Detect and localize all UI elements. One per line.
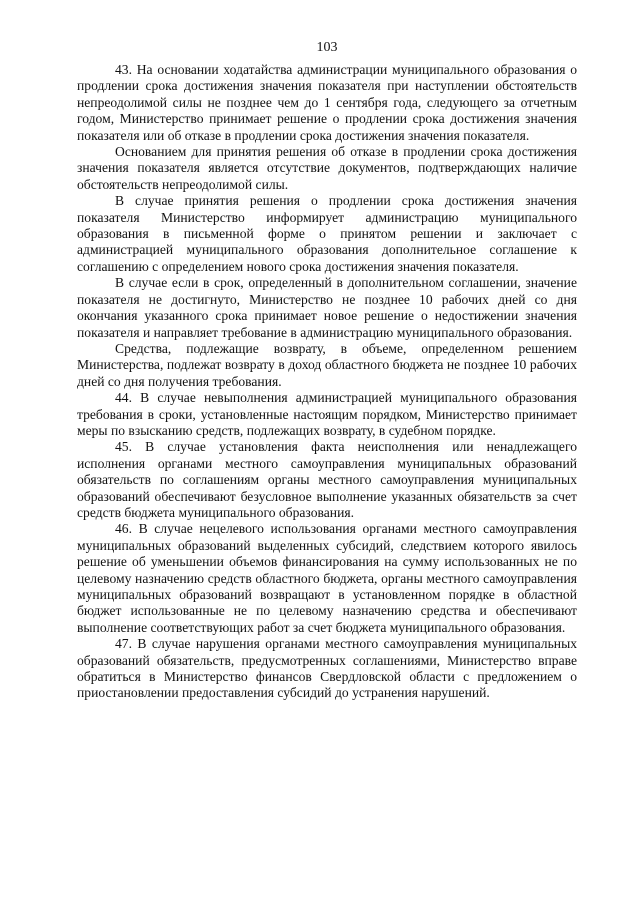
paragraph-47: 47. В случае нарушения органами местного самоуправления муниципальных образований обязательств, предусмотренных соглашениями, Министерство вправе обратиться в Министерство финансов Свердловской области с предложением о приостановлении предоставления субсидий до устранения нарушений.	[77, 636, 577, 701]
page-number: 103	[316, 40, 338, 55]
paragraph-46: 46. В случае нецелевого использования органами местного самоуправления муниципальных образований выделенных субсидий, следствием которого явилось решение об уменьшении объемов финансирования на сумму использованных не по целевому назначению средств областного бюджета, органы местного самоуправления муниципальных образований возвращают в установленном порядке в областной бюджет использованные не по целевому назначению средства и обеспечивают выполнение соответствующих работ за счет бюджета муниципального образования.	[77, 521, 577, 635]
paragraph-refusal-grounds: Основанием для принятия решения об отказе в продлении срока достижения значения показателя является отсутствие документов, подтверждающих наличие обстоятельств непреодолимой силы.	[77, 144, 577, 192]
paragraph-not-achieved: В случае если в срок, определенный в дополнительном соглашении, значение показателя не достигнуто, Министерство не позднее 10 рабочих дней со дня окончания указанного срока принимает новое решение о недостижении значения показателя и направляет требование в администрацию муниципального образования.	[77, 275, 577, 340]
paragraph-45: 45. В случае установления факта неисполнения или ненадлежащего исполнения органами местного самоуправления муниципальных образований обязательств по соглашениям органы местного самоуправления муниципальных образований обеспечивают безусловное выполнение указанных обязательств за счет средств бюджета муниципального образования.	[77, 439, 577, 520]
paragraph-refund: Средства, подлежащие возврату, в объеме, определенном решением Министерства, подлежат возврату в доход областного бюджета не позднее 10 рабочих дней со дня получения требования.	[77, 340, 577, 389]
paragraph-extension-decision: В случае принятия решения о продлении срока достижения значения показателя Министерство информирует администрацию муниципального образования в письменной форме о принятом решении и заключает с администрацией муниципального образования дополнительное соглашение к соглашению с определением нового срока достижения значения показателя.	[77, 193, 577, 274]
paragraph-44: 44. В случае невыполнения администрацией муниципального образования требования в сроки, установленные настоящим порядком, Министерство принимает меры по взысканию средств, подлежащих возврату, в судебном порядке.	[77, 390, 577, 438]
paragraph-43: 43. На основании ходатайства администрации муниципального образования о продлении срока достижения значения показателя при наступлении обстоятельств непреодолимой силы не позднее чем до 1 сентября года, следующего за отчетным годом, Министерство принимает решение о продлении срока достижения значения показателя или об отказе в продлении срока достижения значения показателя.	[77, 62, 577, 143]
